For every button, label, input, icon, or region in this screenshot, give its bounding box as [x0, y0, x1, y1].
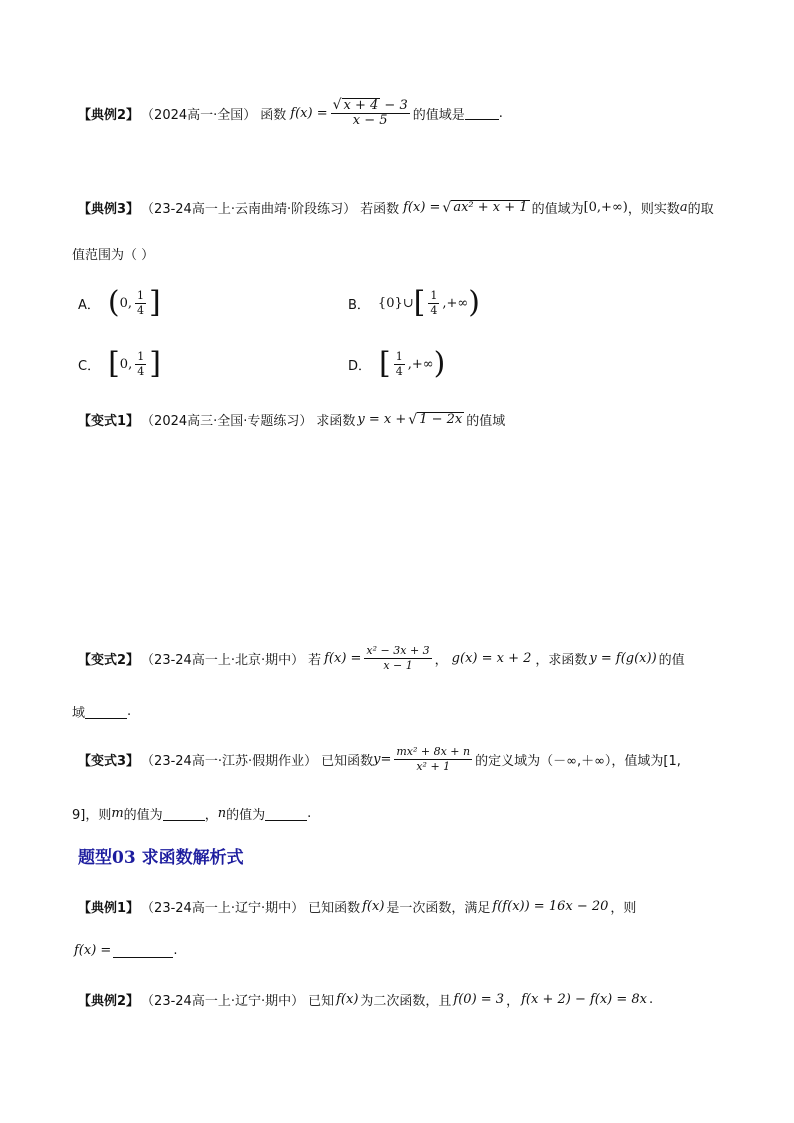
text: 函数 [260, 107, 287, 123]
type3-example-2-line [78, 990, 653, 1009]
example-tag: 【典例3】 [78, 202, 140, 217]
text: 已知 [308, 994, 335, 1009]
option-d[interactable] [348, 346, 446, 381]
text: 的值域为 [531, 202, 584, 217]
type3-example-1-line-2 [74, 943, 177, 958]
variant-1-line [78, 410, 505, 429]
option-label: A． [78, 297, 100, 313]
function-notation: f(x) = [324, 651, 362, 666]
fraction: $\frac{1}{4}$ [395, 349, 403, 378]
fraction: $\frac{\text{x² − 3x + 3}}{x - 1}$ [366, 644, 430, 672]
function-notation: f(x) = [290, 105, 328, 121]
fraction: √ x + 4 − 3 x − 5 [332, 97, 408, 128]
bracket: ] [149, 346, 161, 381]
bracket: ) [433, 346, 446, 381]
bracket: [ [108, 346, 120, 381]
sqrt: √ 1 − 2x [408, 411, 463, 428]
formula: y = x + [357, 412, 407, 427]
formula: f(x + 2) − f(x) = 8x [521, 992, 648, 1007]
answer-blank[interactable] [85, 705, 127, 719]
sqrt: √ ax² + x + 1 [442, 199, 528, 216]
text: 的定义域为（－∞,＋∞），值域为[1, [475, 754, 681, 769]
option-label: C． [78, 358, 101, 374]
variant-2-line-2 [72, 702, 131, 721]
answer-blank[interactable] [113, 944, 173, 958]
answer-blank-n[interactable] [265, 807, 307, 821]
text: ， [204, 808, 218, 823]
variable: m [111, 806, 124, 821]
option-c[interactable] [78, 346, 161, 381]
text: 若函数 [360, 202, 400, 217]
source-note: （2024高一·全国） [141, 107, 257, 123]
text: 0, [119, 295, 133, 311]
text: . [127, 704, 132, 719]
text: 0, [119, 356, 133, 372]
source-note: （23-24高一上·辽宁·期中） [141, 901, 305, 916]
example-2-line [78, 98, 503, 128]
text: 域 [72, 706, 86, 721]
option-label: B． [348, 297, 370, 313]
variant-3-line [78, 745, 681, 774]
option-label: D． [348, 358, 372, 374]
bracket: ] [149, 285, 161, 320]
bracket: ) [468, 285, 480, 320]
text: ,+∞ [407, 356, 434, 372]
text: ,+∞ [442, 295, 469, 311]
text: 9]，则 [72, 808, 112, 823]
type3-example-1-line [78, 897, 636, 916]
text: 的值 [658, 653, 685, 668]
source-note: （2024高三·全国·专题练习） [141, 414, 313, 429]
formula: g(x) = x + 2 [451, 651, 532, 666]
example-3-line-2 [72, 244, 154, 263]
formula: f(f(x)) = 16x − 20 [492, 899, 609, 914]
example-tag: 【典例2】 [78, 994, 140, 1009]
formula: f(0) = 3 [453, 992, 505, 1007]
text: 为二次函数，且 [360, 994, 452, 1009]
text: 的取 [687, 202, 714, 217]
example-3-line [78, 198, 714, 217]
bracket: [ [413, 285, 426, 320]
text: 的值域是 [412, 107, 465, 123]
text: ，则 [610, 901, 637, 916]
text: ， [506, 994, 520, 1009]
source-note: （23-24高一上·云南曲靖·阶段练习） [141, 202, 357, 217]
text: 若 [308, 653, 322, 668]
option-b[interactable] [348, 285, 480, 320]
text: ， [434, 653, 448, 668]
source-note: （23-24高一·江苏·假期作业） [141, 754, 318, 769]
formula: y = f(g(x)) [589, 651, 657, 666]
text: . [307, 806, 312, 821]
text: . [498, 105, 503, 121]
function-notation: f(x) [336, 992, 359, 1007]
source-note: （23-24高一上·北京·期中） [141, 653, 305, 668]
example-tag: 【变式3】 [78, 754, 140, 769]
variant-3-line-2 [72, 804, 311, 823]
example-tag: 【变式1】 [78, 414, 140, 429]
bracket: ( [107, 285, 120, 320]
text: 求函数 [316, 414, 356, 429]
text: 的值为 [123, 808, 163, 823]
text: ，求函数 [535, 653, 588, 668]
text: 的值为 [226, 808, 266, 823]
variable: a [679, 200, 688, 215]
example-tag: 【典例2】 [78, 107, 140, 123]
answer-blank[interactable] [465, 106, 499, 120]
function-notation: f(x) = [403, 200, 441, 215]
option-a[interactable] [78, 285, 161, 320]
fraction: $\frac{1}{4}$ [137, 349, 145, 378]
text: {0}∪ [377, 295, 414, 311]
variable: n [217, 806, 227, 821]
formula: y= [373, 752, 392, 767]
text: 的值域 [466, 414, 506, 429]
function-notation: f(x) = [74, 943, 112, 958]
text: 已知函数 [308, 901, 361, 916]
example-tag: 【典例1】 [78, 901, 140, 916]
bracket: [ [379, 346, 391, 381]
text: . [173, 943, 178, 958]
text: ，则实数 [627, 202, 680, 217]
answer-blank-m[interactable] [163, 807, 205, 821]
fraction: $\frac{\text{mx² + 8x + n}}{\text{x² + 1}}$ [396, 745, 471, 773]
function-notation: f(x) [362, 899, 385, 914]
source-note: （23-24高一上·辽宁·期中） [141, 994, 305, 1009]
text: 是一次函数，满足 [386, 901, 491, 916]
interval: [0,+∞) [583, 200, 628, 215]
text: 值范围为（ ） [72, 248, 155, 263]
fraction: $\frac{1}{4}$ [430, 288, 438, 317]
fraction: $\frac{1}{4}$ [137, 288, 145, 317]
sqrt: √ x + 4 [332, 97, 379, 113]
text: 已知函数 [321, 754, 374, 769]
section-heading: 题型03 求函数解析式 [78, 848, 244, 868]
example-tag: 【变式2】 [78, 653, 140, 668]
text: . [649, 992, 654, 1007]
variant-2-line [78, 644, 685, 673]
